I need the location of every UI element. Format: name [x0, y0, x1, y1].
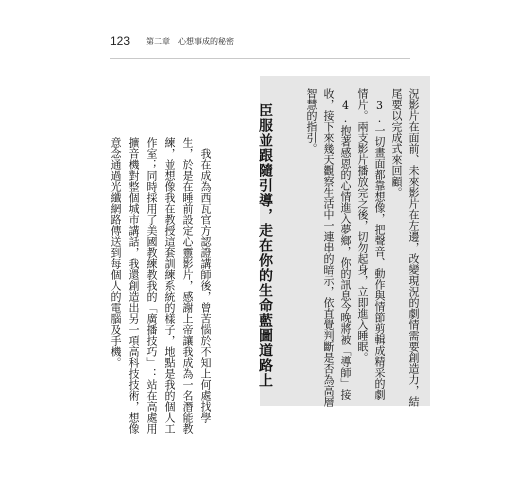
exercise-paragraph-2: 3.一切畫面都靠想像，把聲音、動作與情節剪輯成精采的劇情片。兩支影片播放完之後，切勿起身，立即進入睡眠。 [356, 88, 386, 400]
running-header [110, 34, 234, 48]
body-text [106, 137, 214, 437]
exercise-paragraph-1: 況影片在面前、未來影片在左邊，改變現況的劇情需要創造力，結尾要以完成式來回顧。 [390, 88, 420, 407]
body-paragraph-1: 我在成為西瓦官方認證講師後，曾苦惱於不知上何處找學生，於是在睡前設定心靈影片，感謝上帝讓我成為一名潛能教練，並想像我在教授這套訓練系統的樣子，地點是我的個人工作室；同時採用了美國教練教我的「廣播技巧」：站在高處用擴音機對整個城市講話，我還創造出另一項高科技技術，想像意念通過光纖網路傳送到每個人的電腦及手機。 [109, 137, 212, 434]
exercise-text [303, 88, 422, 408]
section-heading: 臣服並跟隨引導，走在你的生命藍圖道路上 [257, 103, 273, 388]
chapter-title: 第二章 心想事成的秘密 [146, 36, 235, 46]
exercise-paragraph-3: 4.抱著感恩的心情進入夢鄉，你的訊息今晚將被「導師」接收，接下來幾天觀察生活中一連串的暗示，依直覺判斷是否為高層智慧的指引。 [305, 88, 352, 407]
header-divider [110, 58, 410, 59]
page-number: 123 [110, 34, 131, 48]
